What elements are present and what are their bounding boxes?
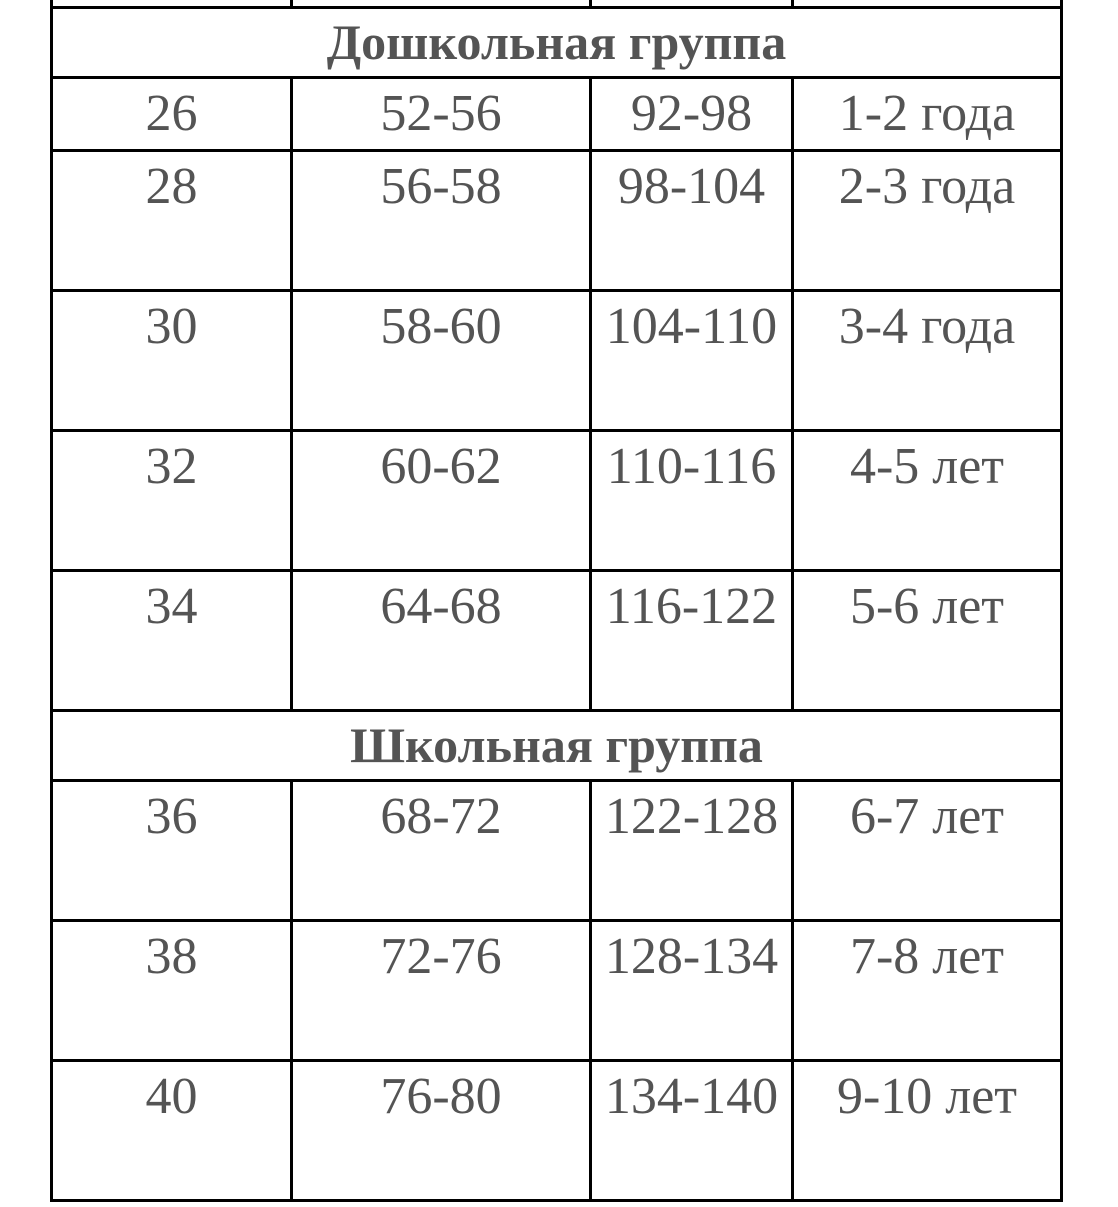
table-row <box>52 1061 1062 1201</box>
group-header-row <box>52 8 1062 78</box>
table-cell: 92-98 <box>591 78 793 151</box>
table-cell: 7-8 лет <box>793 921 1062 1061</box>
group-title-school: Школьная группа <box>52 711 1062 781</box>
table-cell: 60-62 <box>292 431 591 571</box>
table-cell: 30 <box>52 291 292 431</box>
table-cell: 116-122 <box>591 571 793 711</box>
table-cell: 58-60 <box>292 291 591 431</box>
table-cell: 56-58 <box>292 151 591 291</box>
table-cell: 34 <box>52 571 292 711</box>
size-table <box>50 0 1063 1202</box>
table-cell: 64-68 <box>292 571 591 711</box>
table-cell <box>52 0 292 8</box>
table-cell: 4-5 лет <box>793 431 1062 571</box>
table-cell: 128-134 <box>591 921 793 1061</box>
table-cell: 52-56 <box>292 78 591 151</box>
table-cell: 76-80 <box>292 1061 591 1201</box>
size-table-body <box>52 0 1062 1201</box>
cropped-top-row <box>52 0 1062 8</box>
table-cell: 26 <box>52 78 292 151</box>
table-cell: 134-140 <box>591 1061 793 1201</box>
table-cell <box>591 0 793 8</box>
table-cell: 1-2 года <box>793 78 1062 151</box>
table-cell: 32 <box>52 431 292 571</box>
table-cell: 9-10 лет <box>793 1061 1062 1201</box>
table-row <box>52 921 1062 1061</box>
table-cell: 28 <box>52 151 292 291</box>
table-cell: 36 <box>52 781 292 921</box>
table-cell: 104-110 <box>591 291 793 431</box>
table-row <box>52 571 1062 711</box>
table-row <box>52 151 1062 291</box>
table-row <box>52 781 1062 921</box>
group-header-row <box>52 711 1062 781</box>
table-row <box>52 291 1062 431</box>
group-title-preschool: Дошкольная группа <box>52 8 1062 78</box>
table-cell <box>793 0 1062 8</box>
table-cell: 38 <box>52 921 292 1061</box>
table-cell: 68-72 <box>292 781 591 921</box>
table-cell: 5-6 лет <box>793 571 1062 711</box>
table-cell: 40 <box>52 1061 292 1201</box>
table-cell <box>292 0 591 8</box>
table-cell: 98-104 <box>591 151 793 291</box>
table-cell: 72-76 <box>292 921 591 1061</box>
table-cell: 6-7 лет <box>793 781 1062 921</box>
table-cell: 110-116 <box>591 431 793 571</box>
table-row <box>52 78 1062 151</box>
table-row <box>52 431 1062 571</box>
table-cell: 2-3 года <box>793 151 1062 291</box>
table-cell: 3-4 года <box>793 291 1062 431</box>
table-cell: 122-128 <box>591 781 793 921</box>
